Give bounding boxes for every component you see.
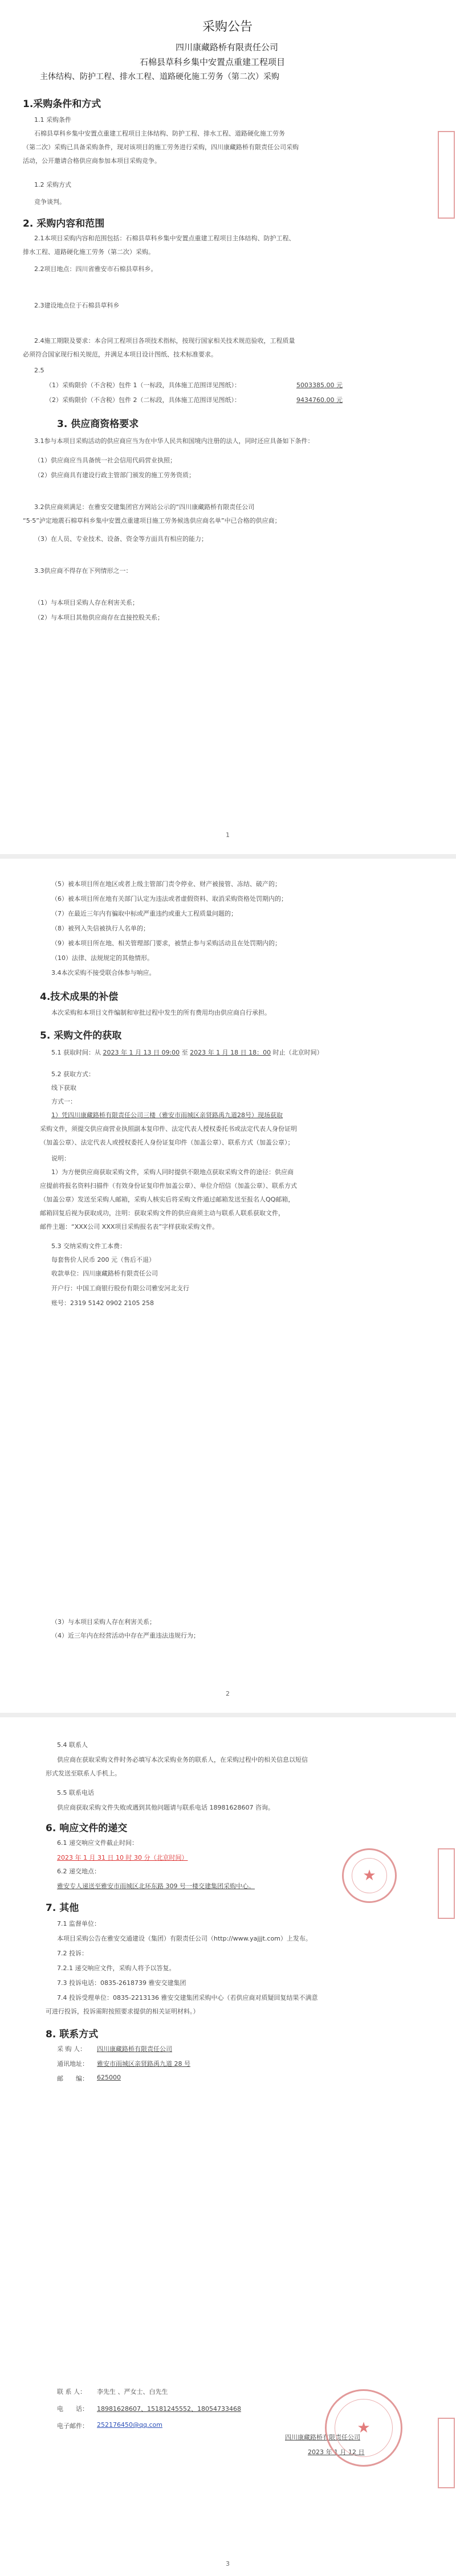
end-time: 2023 年 1 月 18 日 18：00 bbox=[190, 1049, 271, 1056]
paragraph: （2）供应商具有建设行政主管部门颁发的施工劳务资质； bbox=[34, 471, 195, 479]
paragraph: 5.3 交纳采购文件工本费： bbox=[51, 1242, 126, 1250]
paragraph: 6.1 递交响应文件截止时间： bbox=[57, 1839, 138, 1847]
paragraph: 账号：2319 5142 0902 2105 258 bbox=[51, 1299, 154, 1307]
paragraph: 2.5 bbox=[34, 367, 44, 374]
label: 至 bbox=[181, 1049, 188, 1056]
page-number: 3 bbox=[226, 2560, 230, 2567]
paragraph: 1.1 采购条件 bbox=[34, 116, 71, 124]
contact-label: 邮 编： bbox=[57, 2075, 88, 2082]
paragraph: 3.3供应商不得存在下列情形之一： bbox=[34, 567, 132, 575]
paragraph: 排水工程、道路硬化施工劳务（第二次）采购。 bbox=[23, 248, 154, 256]
company-seal: ★ bbox=[325, 2389, 402, 2467]
paragraph: 5.5 联系电话 bbox=[57, 1789, 94, 1796]
paragraph: 2.3建设地点位于石棉县草科乡 bbox=[34, 302, 120, 309]
paragraph bbox=[51, 1048, 323, 1057]
paragraph: （加盖公章）发送至采购人邮箱，采购人核实后将采购文件通过邮箱发送至报名人QQ邮箱， bbox=[40, 1196, 295, 1203]
paragraph: 1.2 采购方式 bbox=[34, 181, 71, 188]
paragraph: 可进行投诉，投诉需附按照要求提供的相关证明材料。） bbox=[46, 2008, 199, 2015]
deadline: 2023 年 1 月 31 日 10 时 30 分（北京时间） bbox=[57, 1854, 188, 1861]
contact-email: 252176450@qq.com bbox=[97, 2421, 162, 2429]
paragraph: 6.2 递交地点： bbox=[57, 1868, 100, 1875]
paragraph: （加盖公章）、法定代表人或授权委托人身份证复印件（加盖公章）、联系方式（加盖公章）； bbox=[40, 1139, 294, 1146]
paragraph: 本项目采购公告在雅安交通建设（集团）有限责任公司（http://www.yajjjt.com）上发布。 bbox=[57, 1935, 312, 1942]
paragraph: 1）凭四川康藏路桥有限责任公司三楼（雅安市雨城区亲贤路禹九道28号）现场获取 bbox=[51, 1111, 283, 1119]
paragraph: 2.1本项目采购内容和范围包括：石棉县草科乡集中安置点重建工程项目主体结构、防护工程、 bbox=[34, 235, 295, 242]
section-heading-8: 8. 联系方式 bbox=[46, 2029, 99, 2040]
section-heading-1: 1.采购条件和方式 bbox=[23, 99, 101, 110]
paragraph: 方式一： bbox=[51, 1098, 76, 1105]
paragraph: 7.2.1 递交响应文件，采购人将予以答复。 bbox=[57, 1964, 176, 1972]
section-heading-7: 7. 其他 bbox=[46, 1902, 79, 1914]
paragraph: 7.4 投诉受理单位：0835-2213136 雅安交建集团采购中心（若供应商对质疑回复结果不满意 bbox=[57, 1994, 318, 2001]
lot-2-amount: 9434760.00 元 bbox=[296, 396, 343, 404]
paragraph: （7）在最近三年内有骗取中标或严重违约或重大工程质量问题的； bbox=[51, 910, 237, 917]
paragraph: 线下获取 bbox=[51, 1084, 76, 1092]
project-title-line-1: 石棉县草科乡集中安置点重建工程项目 bbox=[140, 57, 286, 67]
paragraph: 竞争谈判。 bbox=[34, 198, 66, 206]
paragraph: 本次采购和本项目文件编制和审批过程中发生的所有费用均由供应商自行承担。 bbox=[51, 1009, 271, 1016]
delivery-address: 雅安专人递送至雅安市雨城区北环东路 309 号一楼交建集团采购中心。 bbox=[57, 1882, 255, 1890]
perforation-seal bbox=[438, 1848, 455, 1919]
document-page-3 bbox=[0, 1717, 456, 2576]
paragraph: “5·5”泸定地震石棉草科乡集中安置点重建项目施工劳务候选供应商名单”中已合格的供应商； bbox=[23, 517, 281, 524]
paragraph: 必须符合国家现行相关规范，并满足本项目设计图纸、技术标准要求。 bbox=[23, 351, 217, 358]
paragraph: 邮件主题：“XXX公司 XXX项目采购报名表”字样获取采购文件。 bbox=[40, 1223, 219, 1230]
company-name: 四川康藏路桥有限责任公司 bbox=[176, 42, 279, 52]
paragraph: 供应商获取采购文件失败或遇到其他问题请与联系电话 18981628607 咨询。 bbox=[57, 1804, 274, 1811]
paragraph: 活动，公开邀请合格供应商参加本项目采购竞争。 bbox=[23, 157, 161, 165]
label: 5.1 获取时间：从 bbox=[51, 1049, 101, 1056]
document-page-2 bbox=[0, 859, 456, 1713]
company-seal: ★ bbox=[342, 1848, 397, 1903]
paragraph: 3.2供应商须满足：在雅安交建集团官方网站公示的“四川康藏路桥有限责任公司 bbox=[34, 503, 255, 511]
paragraph: 1）为方便供应商获取采购文件，采购人同时提供不限地点获取采购文件的途径：供应商 bbox=[51, 1168, 294, 1176]
lot-1-label: （1）采购限价（不含税）包件 1（一标段，具体施工范围详见图纸）： bbox=[46, 382, 241, 389]
contact-value: 李先生 、严女士、白先生 bbox=[97, 2388, 168, 2395]
paragraph: （3）与本项目采购人存在利害关系； bbox=[51, 1618, 156, 1626]
document-title: 采购公告 bbox=[202, 20, 253, 34]
contact-label: 采 购 人： bbox=[57, 2045, 86, 2053]
lot-2-label: （2）采购限价（不含税）包件 2（二标段，具体施工范围详见图纸）： bbox=[46, 396, 241, 404]
perforation-seal bbox=[438, 2418, 455, 2488]
paragraph: 石棉县草科乡集中安置点重建工程项目主体结构、防护工程、排水工程、道路硬化施工劳务 bbox=[34, 130, 285, 137]
contact-label: 联 系 人： bbox=[57, 2388, 86, 2395]
page-number: 1 bbox=[226, 831, 230, 839]
paragraph: 采购文件，须提交供应商营业执照副本复印件、法定代表人授权委托书或法定代表人身份证明 bbox=[40, 1125, 297, 1133]
contact-value: 18981628607、15181245552、18054733468 bbox=[97, 2405, 241, 2413]
paragraph: （8）被列入失信被执行人名单的； bbox=[51, 925, 149, 932]
paragraph: 每套售价人民币 200 元（售后不退） bbox=[51, 1256, 155, 1264]
paragraph: 说明： bbox=[51, 1155, 70, 1162]
start-time: 2023 年 1 月 13 日 09:00 bbox=[103, 1049, 180, 1056]
page-number: 2 bbox=[226, 1690, 230, 1697]
paragraph: （5）被本项目所在地区或者上级主管部门责令停业、财产被接管、冻结、破产的； bbox=[51, 880, 281, 888]
paragraph: （3）在人员、专业技术、设备、资金等方面具有相应的能力； bbox=[34, 535, 207, 543]
paragraph: （6）被本项目所在地有关部门认定为违法或者虚假资料、取消采购资格处罚期内的； bbox=[51, 895, 287, 903]
document-page-1 bbox=[0, 0, 456, 854]
paragraph: （9）被本项目所在地、相关管理部门要求，被禁止参与采购活动且在处罚期内的； bbox=[51, 940, 281, 947]
paragraph: 5.4 联系人 bbox=[57, 1741, 88, 1749]
section-heading-2: 2. 采购内容和范围 bbox=[23, 218, 105, 229]
paragraph: 供应商在获取采购文件时务必填写本次采购业务的联系人，在采购过程中的相关信息以短信 bbox=[57, 1756, 308, 1763]
perforation-seal bbox=[438, 131, 455, 219]
paragraph: 开户行：中国工商银行股份有限公司雅安河北支行 bbox=[51, 1285, 189, 1292]
paragraph: 3.4本次采购不接受联合体参与响应。 bbox=[51, 969, 156, 977]
signature-company: 四川康藏路桥有限责任公司 bbox=[285, 2434, 360, 2441]
paragraph: 7.3 投诉电话：0835-2618739 雅安交建集团 bbox=[57, 1979, 186, 1987]
paragraph: 7.2 投诉： bbox=[57, 1950, 88, 1957]
section-heading-5: 5. 采购文件的获取 bbox=[40, 1030, 122, 1041]
contact-value: 雅安市雨城区亲贤路禹九道 28 号 bbox=[97, 2060, 190, 2068]
paragraph: 邮箱回复后视为获取成功，注明：获取采购文件的供应商须主动与联系人联系获取文件， bbox=[40, 1209, 284, 1217]
paragraph: （2）与本项目其他供应商存在直接控股关系； bbox=[34, 614, 164, 621]
project-title-line-2: 主体结构、防护工程、排水工程、道路硬化施工劳务（第二次）采购 bbox=[40, 72, 279, 81]
contact-value: 625000 bbox=[97, 2074, 121, 2081]
contact-value: 四川康藏路桥有限责任公司 bbox=[97, 2045, 172, 2053]
paragraph: （1）供应商应当具备统一社会信用代码营业执照； bbox=[34, 457, 176, 464]
contact-label: 电子邮件： bbox=[57, 2422, 88, 2430]
paragraph: 2.4施工期限及要求：本合同工程项目各项技术指标，按现行国家相关技术规范验收，工程质量 bbox=[34, 337, 295, 344]
section-heading-4: 4.技术成果的补偿 bbox=[40, 991, 119, 1003]
paragraph: 5.2 获取方式： bbox=[51, 1070, 95, 1078]
paragraph: 收款单位：四川康藏路桥有限责任公司 bbox=[51, 1270, 158, 1277]
label: 时止（北京时间） bbox=[272, 1049, 323, 1056]
signature-date: 2023 年 1 月 12 日 bbox=[308, 2448, 365, 2456]
paragraph: 形式发送至联系人手机上。 bbox=[46, 1770, 121, 1777]
paragraph: （第二次）采购已具备采购条件，现对该项目的施工劳务进行采购，四川康藏路桥有限责任公司采购 bbox=[23, 143, 299, 151]
paragraph: （4）近三年内在经营活动中存在严重违法违规行为； bbox=[51, 1632, 199, 1639]
paragraph: 7.1 监督单位： bbox=[57, 1920, 100, 1927]
lot-1-amount: 5003385.00 元 bbox=[296, 382, 343, 389]
paragraph: 2.2项目地点：四川省雅安市石棉县草科乡。 bbox=[34, 265, 157, 273]
paragraph: （10）法律、法规规定的其他情形。 bbox=[51, 954, 153, 962]
section-heading-6: 6. 响应文件的递交 bbox=[46, 1823, 128, 1834]
paragraph: 应提前将报名资料扫描件（有效身份证复印件加盖公章）、单位介绍信（加盖公章）、联系方式 bbox=[40, 1182, 297, 1189]
section-heading-3: 3. 供应商资格要求 bbox=[57, 419, 139, 430]
paragraph: （1）与本项目采购人存在利害关系； bbox=[34, 599, 139, 606]
contact-label: 通讯地址： bbox=[57, 2060, 88, 2068]
paragraph: 3.1参与本项目采购活动的供应商应当为在中华人民共和国境内注册的法人，同时还应具备如下条件： bbox=[34, 437, 314, 445]
contact-label: 电 话： bbox=[57, 2405, 88, 2413]
